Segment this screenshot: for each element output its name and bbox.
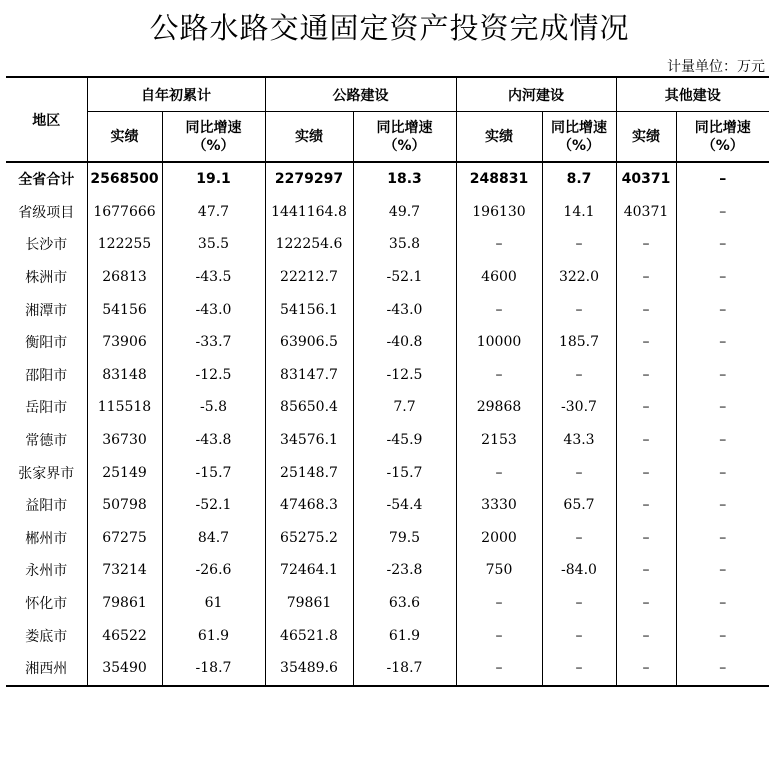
- table-row: [6, 196, 769, 229]
- cell-value: 61.9: [353, 619, 456, 652]
- table-row: [6, 228, 769, 261]
- cell-value: –: [676, 162, 769, 196]
- subheader-growth-line1: 同比增速: [694, 119, 751, 136]
- cell-value: 49.7: [353, 196, 456, 229]
- table-row: [6, 424, 769, 457]
- cell-value: 115518: [87, 391, 162, 424]
- cell-value: -52.1: [162, 489, 265, 522]
- table-row: [6, 391, 769, 424]
- cell-value: 40371: [616, 162, 676, 196]
- investment-table: [6, 76, 769, 687]
- cell-region: 益阳市: [25, 498, 68, 515]
- cell-value: 14.1: [542, 196, 616, 229]
- cell-region: 岳阳市: [25, 400, 68, 417]
- cell-value: 2153: [456, 424, 542, 457]
- cell-region: 湘西州: [6, 652, 87, 686]
- cell-region: 怀化市: [25, 596, 68, 613]
- cell-value: 47468.3: [265, 489, 353, 522]
- cell-value: 248831: [456, 162, 542, 196]
- cell-region: 长沙市: [25, 237, 68, 254]
- cell-value: 35490: [87, 652, 162, 686]
- cell-value: 19.1: [162, 162, 265, 196]
- cell-value: 22212.7: [265, 261, 353, 294]
- cell-region: 张家界市: [18, 465, 75, 482]
- cell-value: –: [616, 522, 676, 555]
- cell-value: 1677666: [87, 196, 162, 229]
- cell-value: -15.7: [162, 456, 265, 489]
- cell-value: –: [542, 522, 616, 555]
- table-row: [6, 522, 769, 555]
- cell-value: –: [676, 228, 769, 261]
- cell-value: 63906.5: [265, 326, 353, 359]
- cell-value: –: [456, 456, 542, 489]
- cell-value: 83148: [87, 359, 162, 392]
- cell-value: 61: [162, 587, 265, 620]
- cell-value: –: [456, 228, 542, 261]
- cell-value: 2568500: [87, 162, 162, 196]
- cell-value: 43.3: [542, 424, 616, 457]
- cell-value: –: [616, 424, 676, 457]
- cell-value: -30.7: [542, 391, 616, 424]
- cell-value: –: [676, 619, 769, 652]
- cell-value: -15.7: [353, 456, 456, 489]
- subheader-row: [6, 112, 769, 163]
- cell-value: -5.8: [162, 391, 265, 424]
- cell-value: -43.0: [353, 293, 456, 326]
- cell-value: –: [456, 619, 542, 652]
- cell-value: –: [456, 359, 542, 392]
- cell-value: 29868: [456, 391, 542, 424]
- cell-region: 省级项目: [18, 204, 75, 221]
- cell-value: –: [542, 359, 616, 392]
- subheader-growth: [676, 112, 769, 163]
- cell-value: –: [676, 522, 769, 555]
- cell-value: 185.7: [542, 326, 616, 359]
- cell-value: 50798: [87, 489, 162, 522]
- cell-value: –: [676, 359, 769, 392]
- cell-value: –: [456, 293, 542, 326]
- cell-value: –: [676, 196, 769, 229]
- subheader-actual: 实绩: [87, 112, 162, 163]
- cell-value: 73906: [87, 326, 162, 359]
- cell-value: –: [676, 587, 769, 620]
- cell-value: –: [616, 261, 676, 294]
- cell-value: 35.8: [353, 228, 456, 261]
- cell-value: –: [676, 293, 769, 326]
- cell-value: –: [676, 424, 769, 457]
- header-group-inland-waterway: 内河建设: [456, 77, 616, 112]
- cell-value: –: [616, 456, 676, 489]
- cell-value: 7.7: [353, 391, 456, 424]
- cell-value: –: [542, 652, 616, 686]
- table-row: [6, 456, 769, 489]
- cell-value: –: [616, 391, 676, 424]
- subheader-growth-line2: （%）: [192, 137, 235, 154]
- cell-value: 63.6: [353, 587, 456, 620]
- cell-value: 750: [456, 554, 542, 587]
- cell-value: -52.1: [353, 261, 456, 294]
- cell-value: -54.4: [353, 489, 456, 522]
- cell-value: 18.3: [353, 162, 456, 196]
- table-row: [6, 587, 769, 620]
- header-region: 地区: [6, 77, 87, 162]
- table-body: [6, 162, 769, 686]
- header-group-cumulative: 自年初累计: [87, 77, 265, 112]
- cell-region: 常德市: [25, 433, 68, 450]
- cell-value: 54156: [87, 293, 162, 326]
- cell-value: -26.6: [162, 554, 265, 587]
- cell-value: -45.9: [353, 424, 456, 457]
- cell-region: 娄底市: [25, 628, 68, 645]
- table-row: [6, 326, 769, 359]
- table-row: [6, 293, 769, 326]
- page-title: 公路水路交通固定资产投资完成情况: [149, 11, 630, 45]
- cell-region: 郴州市: [25, 530, 68, 547]
- subheader-actual: 实绩: [616, 112, 676, 163]
- table-row: [6, 359, 769, 392]
- cell-value: 79.5: [353, 522, 456, 555]
- subheader-growth: [162, 112, 265, 163]
- cell-value: 122254.6: [265, 228, 353, 261]
- cell-value: 65.7: [542, 489, 616, 522]
- cell-value: -12.5: [353, 359, 456, 392]
- cell-value: -33.7: [162, 326, 265, 359]
- cell-region: 永州市: [25, 563, 68, 580]
- unit-label: 计量单位：万元: [667, 59, 765, 75]
- cell-value: -43.8: [162, 424, 265, 457]
- cell-value: 26813: [87, 261, 162, 294]
- subheader-growth: [353, 112, 456, 163]
- cell-value: –: [676, 326, 769, 359]
- cell-value: 34576.1: [265, 424, 353, 457]
- table-row: [6, 489, 769, 522]
- cell-value: 35489.6: [265, 652, 353, 686]
- cell-value: –: [676, 261, 769, 294]
- subheader-growth-line2: （%）: [557, 137, 601, 154]
- header-group-other: 其他建设: [616, 77, 769, 112]
- cell-value: 46521.8: [265, 619, 353, 652]
- cell-value: 79861: [265, 587, 353, 620]
- table-row: [6, 554, 769, 587]
- cell-value: 84.7: [162, 522, 265, 555]
- subheader-growth-line1: 同比增速: [185, 119, 242, 136]
- cell-value: 47.7: [162, 196, 265, 229]
- cell-region: 株洲市: [25, 270, 68, 287]
- cell-value: 322.0: [542, 261, 616, 294]
- cell-value: 67275: [87, 522, 162, 555]
- cell-value: –: [616, 619, 676, 652]
- subheader-actual: 实绩: [456, 112, 542, 163]
- cell-value: 8.7: [542, 162, 616, 196]
- table-row: [6, 261, 769, 294]
- cell-value: 40371: [616, 196, 676, 229]
- cell-value: -43.5: [162, 261, 265, 294]
- cell-value: 61.9: [162, 619, 265, 652]
- cell-value: –: [542, 587, 616, 620]
- cell-value: -12.5: [162, 359, 265, 392]
- cell-value: 35.5: [162, 228, 265, 261]
- cell-value: –: [676, 456, 769, 489]
- cell-region: 衡阳市: [25, 335, 68, 352]
- cell-value: 36730: [87, 424, 162, 457]
- header-group-highway: 公路建设: [265, 77, 456, 112]
- cell-value: 3330: [456, 489, 542, 522]
- cell-value: 79861: [87, 587, 162, 620]
- cell-region: 全省合计: [18, 172, 75, 189]
- cell-value: 54156.1: [265, 293, 353, 326]
- cell-value: –: [616, 489, 676, 522]
- cell-value: –: [676, 652, 769, 686]
- cell-value: –: [456, 652, 542, 686]
- cell-value: –: [616, 652, 676, 686]
- cell-region: 邵阳市: [25, 367, 68, 384]
- cell-value: 2279297: [265, 162, 353, 196]
- subheader-growth-line2: （%）: [701, 137, 744, 154]
- cell-value: -18.7: [353, 652, 456, 686]
- cell-value: 122255: [87, 228, 162, 261]
- cell-value: –: [542, 619, 616, 652]
- cell-value: –: [616, 554, 676, 587]
- table-row: [6, 162, 769, 196]
- cell-value: 65275.2: [265, 522, 353, 555]
- cell-value: 83147.7: [265, 359, 353, 392]
- cell-value: –: [676, 489, 769, 522]
- subheader-growth-line2: （%）: [383, 137, 426, 154]
- cell-value: 73214: [87, 554, 162, 587]
- cell-value: –: [616, 587, 676, 620]
- cell-value: –: [542, 456, 616, 489]
- cell-value: –: [616, 326, 676, 359]
- cell-value: –: [616, 228, 676, 261]
- cell-value: 2000: [456, 522, 542, 555]
- subheader-growth: [542, 112, 616, 163]
- table-row: [6, 652, 769, 686]
- cell-value: –: [542, 228, 616, 261]
- cell-value: 46522: [87, 619, 162, 652]
- cell-value: –: [676, 391, 769, 424]
- cell-value: -43.0: [162, 293, 265, 326]
- cell-value: -84.0: [542, 554, 616, 587]
- cell-value: 72464.1: [265, 554, 353, 587]
- cell-value: 10000: [456, 326, 542, 359]
- table-row: [6, 619, 769, 652]
- subheader-growth-line1: 同比增速: [376, 119, 433, 136]
- cell-value: -23.8: [353, 554, 456, 587]
- cell-value: 25149: [87, 456, 162, 489]
- cell-value: –: [456, 587, 542, 620]
- cell-value: –: [542, 293, 616, 326]
- cell-value: 4600: [456, 261, 542, 294]
- cell-value: -18.7: [162, 652, 265, 686]
- cell-value: 196130: [456, 196, 542, 229]
- cell-value: 85650.4: [265, 391, 353, 424]
- cell-value: –: [676, 554, 769, 587]
- subheader-growth-line1: 同比增速: [551, 119, 607, 136]
- cell-value: –: [616, 359, 676, 392]
- cell-value: 1441164.8: [265, 196, 353, 229]
- cell-value: –: [616, 293, 676, 326]
- subheader-actual: 实绩: [265, 112, 353, 163]
- cell-region: 湘潭市: [25, 302, 68, 319]
- cell-value: 25148.7: [265, 456, 353, 489]
- cell-value: -40.8: [353, 326, 456, 359]
